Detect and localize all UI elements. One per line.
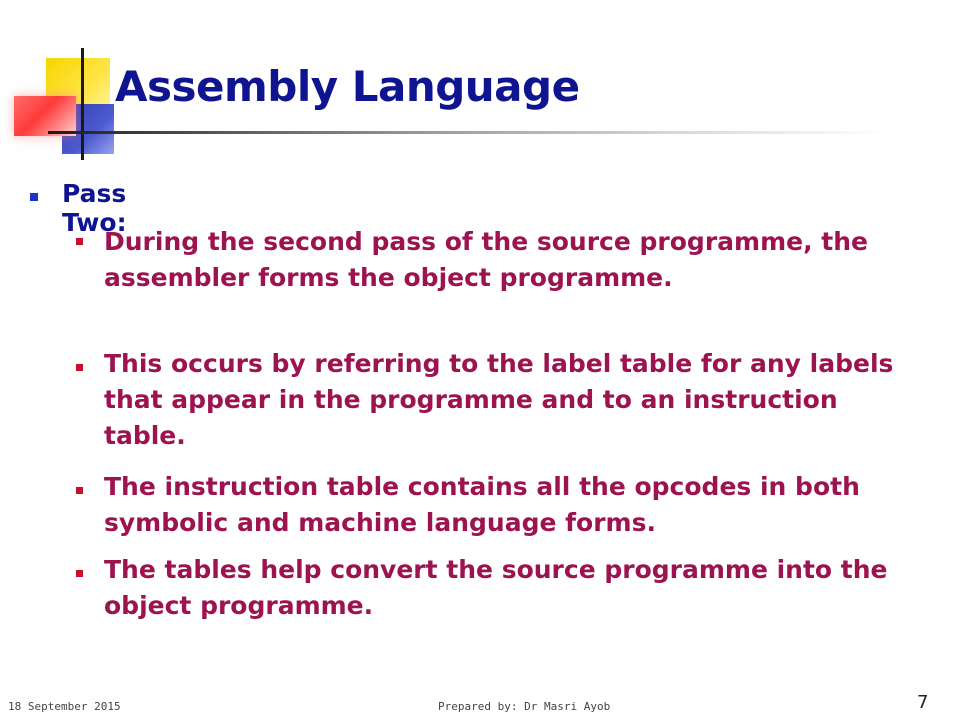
level2-bullet-icon bbox=[76, 487, 83, 494]
logo-vertical-line bbox=[81, 48, 84, 160]
level1-bullet-icon bbox=[30, 193, 38, 201]
section-heading: Pass Two: bbox=[62, 179, 127, 237]
bullet-item: This occurs by referring to the label table for any labels that appear in the programme and to an instruction table. bbox=[104, 349, 894, 450]
logo-red-square bbox=[14, 96, 76, 136]
page-number: 7 bbox=[917, 692, 929, 713]
level2-bullet-icon bbox=[76, 238, 83, 245]
footer-date: 18 September 2015 bbox=[8, 700, 121, 713]
level2-bullet-icon bbox=[76, 570, 83, 577]
bullet-item: The instruction table contains all the opcodes in both symbolic and machine language forms. bbox=[104, 472, 860, 537]
title-underline bbox=[48, 131, 888, 134]
bullet-item: The tables help convert the source programme into the object programme. bbox=[104, 555, 888, 620]
bullet-item: During the second pass of the source programme, the assembler forms the object programme. bbox=[104, 227, 868, 292]
level2-bullet-icon bbox=[76, 364, 83, 371]
slide-title: Assembly Language bbox=[115, 62, 580, 111]
footer-author: Prepared by: Dr Masri Ayob bbox=[438, 700, 611, 713]
